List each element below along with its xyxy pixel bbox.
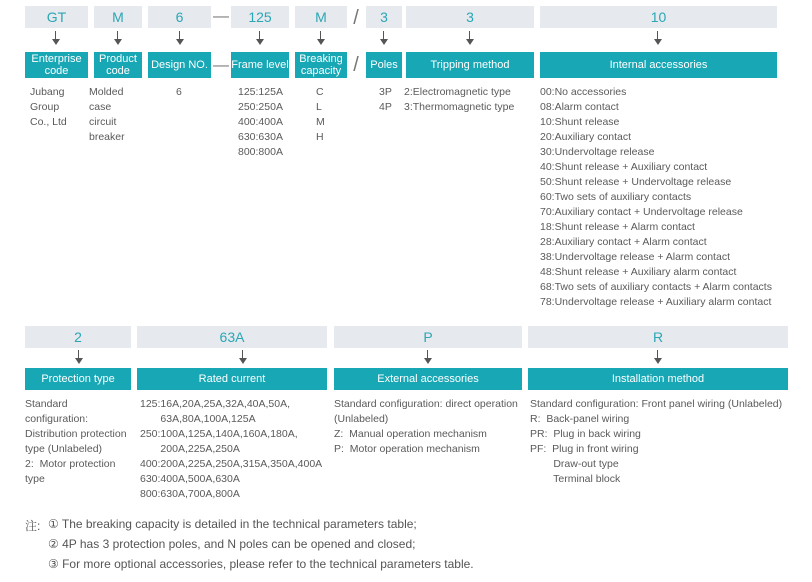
note-2: ② 4P has 3 protection poles, and N poles can be opened and closed; <box>48 537 416 551</box>
arrow-down-icon <box>113 31 123 45</box>
desc-tripping <box>404 85 514 115</box>
desc-line: PF: Plug in front wiring <box>530 443 639 455</box>
desc-line: Distribution protection <box>25 428 127 440</box>
desc-line: breaker <box>89 131 125 143</box>
desc-line: 6 <box>176 86 182 98</box>
desc-line: 400:400A <box>238 116 283 128</box>
separator-dash: — <box>213 57 229 74</box>
desc-line: Standard configuration: Front panel wiring (Unlabeled) <box>530 398 783 410</box>
desc-line: 250:100A,125A,140A,160A,180A, <box>140 428 298 440</box>
desc-line: 800:800A <box>238 146 283 158</box>
desc-line: 28:Auxiliary contact + Alarm contact <box>540 236 707 248</box>
desc-line: circuit <box>89 116 117 128</box>
separator-slash: / <box>353 54 359 76</box>
desc-line: Standard <box>25 398 68 410</box>
desc-line: 4P <box>379 101 392 113</box>
desc-line: 08:Alarm contact <box>540 101 619 113</box>
arrow-down-icon <box>238 350 248 364</box>
desc-rated <box>140 397 322 502</box>
header-enterprise-code: Enterprise code <box>25 52 88 78</box>
code-internal: 10 <box>540 6 777 28</box>
arrow-down-icon <box>51 31 61 45</box>
code-product: M <box>94 6 142 28</box>
desc-line: 38:Undervoltage release + Alarm contact <box>540 251 730 263</box>
desc-line: Z: Manual operation mechanism <box>334 428 487 440</box>
desc-line: H <box>316 131 324 143</box>
desc-line: Standard configuration: direct operation <box>334 398 518 410</box>
code-design: 6 <box>148 6 211 28</box>
header-breaking-capacity: Breaking capacity <box>295 52 347 78</box>
desc-line: Jubang <box>30 86 65 98</box>
desc-line: 20:Auxiliary contact <box>540 131 632 143</box>
note-3: ③ For more optional accessories, please refer to the technical parameters table. <box>48 557 474 571</box>
desc-line: 630:630A <box>238 131 283 143</box>
separator-slash: / <box>353 7 359 29</box>
desc-internal <box>540 85 772 310</box>
desc-line: 3:Thermomagnetic type <box>404 101 515 113</box>
arrow-down-icon <box>653 350 663 364</box>
desc-line: (Unlabeled) <box>334 413 389 425</box>
desc-enterprise <box>30 85 67 130</box>
desc-line: 2:Electromagnetic type <box>404 86 511 98</box>
desc-external <box>334 397 518 457</box>
desc-line: Draw-out type <box>530 458 619 470</box>
desc-line: 60:Two sets of auxiliary contacts <box>540 191 692 203</box>
arrow-down-icon <box>255 31 265 45</box>
code-protection: 2 <box>25 326 131 348</box>
code-tripping: 3 <box>406 6 534 28</box>
desc-line: 10:Shunt release <box>540 116 620 128</box>
desc-frame <box>238 85 283 160</box>
desc-line: 400:200A,225A,250A,315A,350A,400A <box>140 458 323 470</box>
header-internal-accessories: Internal accessories <box>540 52 777 78</box>
desc-breaking <box>316 85 325 145</box>
desc-installation <box>530 397 782 487</box>
header-poles: Poles <box>366 52 402 78</box>
desc-line: Molded <box>89 86 124 98</box>
desc-line: configuration: <box>25 413 89 425</box>
desc-line: 800:630A,700A,800A <box>140 488 240 500</box>
arrow-down-icon <box>423 350 433 364</box>
desc-line: 18:Shunt release + Alarm contact <box>540 221 695 233</box>
arrow-down-icon <box>316 31 326 45</box>
header-frame-level: Frame level <box>231 52 289 78</box>
desc-line: 2: Motor protection <box>25 458 116 470</box>
desc-line: 125:16A,20A,25A,32A,40A,50A, <box>140 398 291 410</box>
header-design-no: Design NO. <box>148 52 211 78</box>
desc-line: 630:400A,500A,630A <box>140 473 240 485</box>
desc-line: 3P <box>379 86 392 98</box>
code-poles: 3 <box>366 6 402 28</box>
desc-line: L <box>316 101 322 113</box>
desc-poles <box>379 85 392 115</box>
desc-product <box>89 85 125 145</box>
arrow-down-icon <box>175 31 185 45</box>
note-1: ① The breaking capacity is detailed in the technical parameters table; <box>48 517 417 531</box>
desc-line: type <box>25 473 45 485</box>
desc-line: Co., Ltd <box>30 116 67 128</box>
header-rated-current: Rated current <box>137 368 327 390</box>
desc-line: 48:Shunt release + Auxiliary alarm contact <box>540 266 737 278</box>
desc-line: 68:Two sets of auxiliary contacts + Alarm contacts <box>540 281 772 293</box>
header-external-accessories: External accessories <box>334 368 522 390</box>
code-installation: R <box>528 326 788 348</box>
arrow-down-icon <box>653 31 663 45</box>
desc-line: 70:Auxiliary contact + Undervoltage release <box>540 206 743 218</box>
desc-protection <box>25 397 127 487</box>
code-enterprise: GT <box>25 6 88 28</box>
desc-line: 30:Undervoltage release <box>540 146 655 158</box>
notes-prefix: 注: <box>25 519 41 533</box>
code-external: P <box>334 326 522 348</box>
desc-line: R: Back-panel wiring <box>530 413 630 425</box>
desc-design <box>176 85 182 100</box>
desc-line: Group <box>30 101 60 113</box>
desc-line: 40:Shunt release + Auxiliary contact <box>540 161 708 173</box>
desc-line: 200A,225A,250A <box>140 443 240 455</box>
desc-line: 125:125A <box>238 86 283 98</box>
header-installation-method: Installation method <box>528 368 788 390</box>
desc-line: 78:Undervoltage release + Auxiliary alarm contact <box>540 296 772 308</box>
code-frame: 125 <box>231 6 289 28</box>
arrow-down-icon <box>74 350 84 364</box>
desc-line: Terminal block <box>530 473 621 485</box>
desc-line: type (Unlabeled) <box>25 443 103 455</box>
desc-line: 250:250A <box>238 101 283 113</box>
desc-line: case <box>89 101 112 113</box>
desc-line: PR: Plug in back wiring <box>530 428 641 440</box>
header-protection-type: Protection type <box>25 368 131 390</box>
desc-line: M <box>316 116 325 128</box>
desc-line: C <box>316 86 324 98</box>
desc-line: 50:Shunt release + Undervoltage release <box>540 176 732 188</box>
arrow-down-icon <box>379 31 389 45</box>
code-rated: 63A <box>137 326 327 348</box>
separator-dash: — <box>213 8 229 25</box>
arrow-down-icon <box>465 31 475 45</box>
header-tripping-method: Tripping method <box>406 52 534 78</box>
desc-line: P: Motor operation mechanism <box>334 443 480 455</box>
desc-line: 00:No accessories <box>540 86 627 98</box>
desc-line: 63A,80A,100A,125A <box>140 413 256 425</box>
header-product-code: Product code <box>94 52 142 78</box>
code-breaking: M <box>295 6 347 28</box>
